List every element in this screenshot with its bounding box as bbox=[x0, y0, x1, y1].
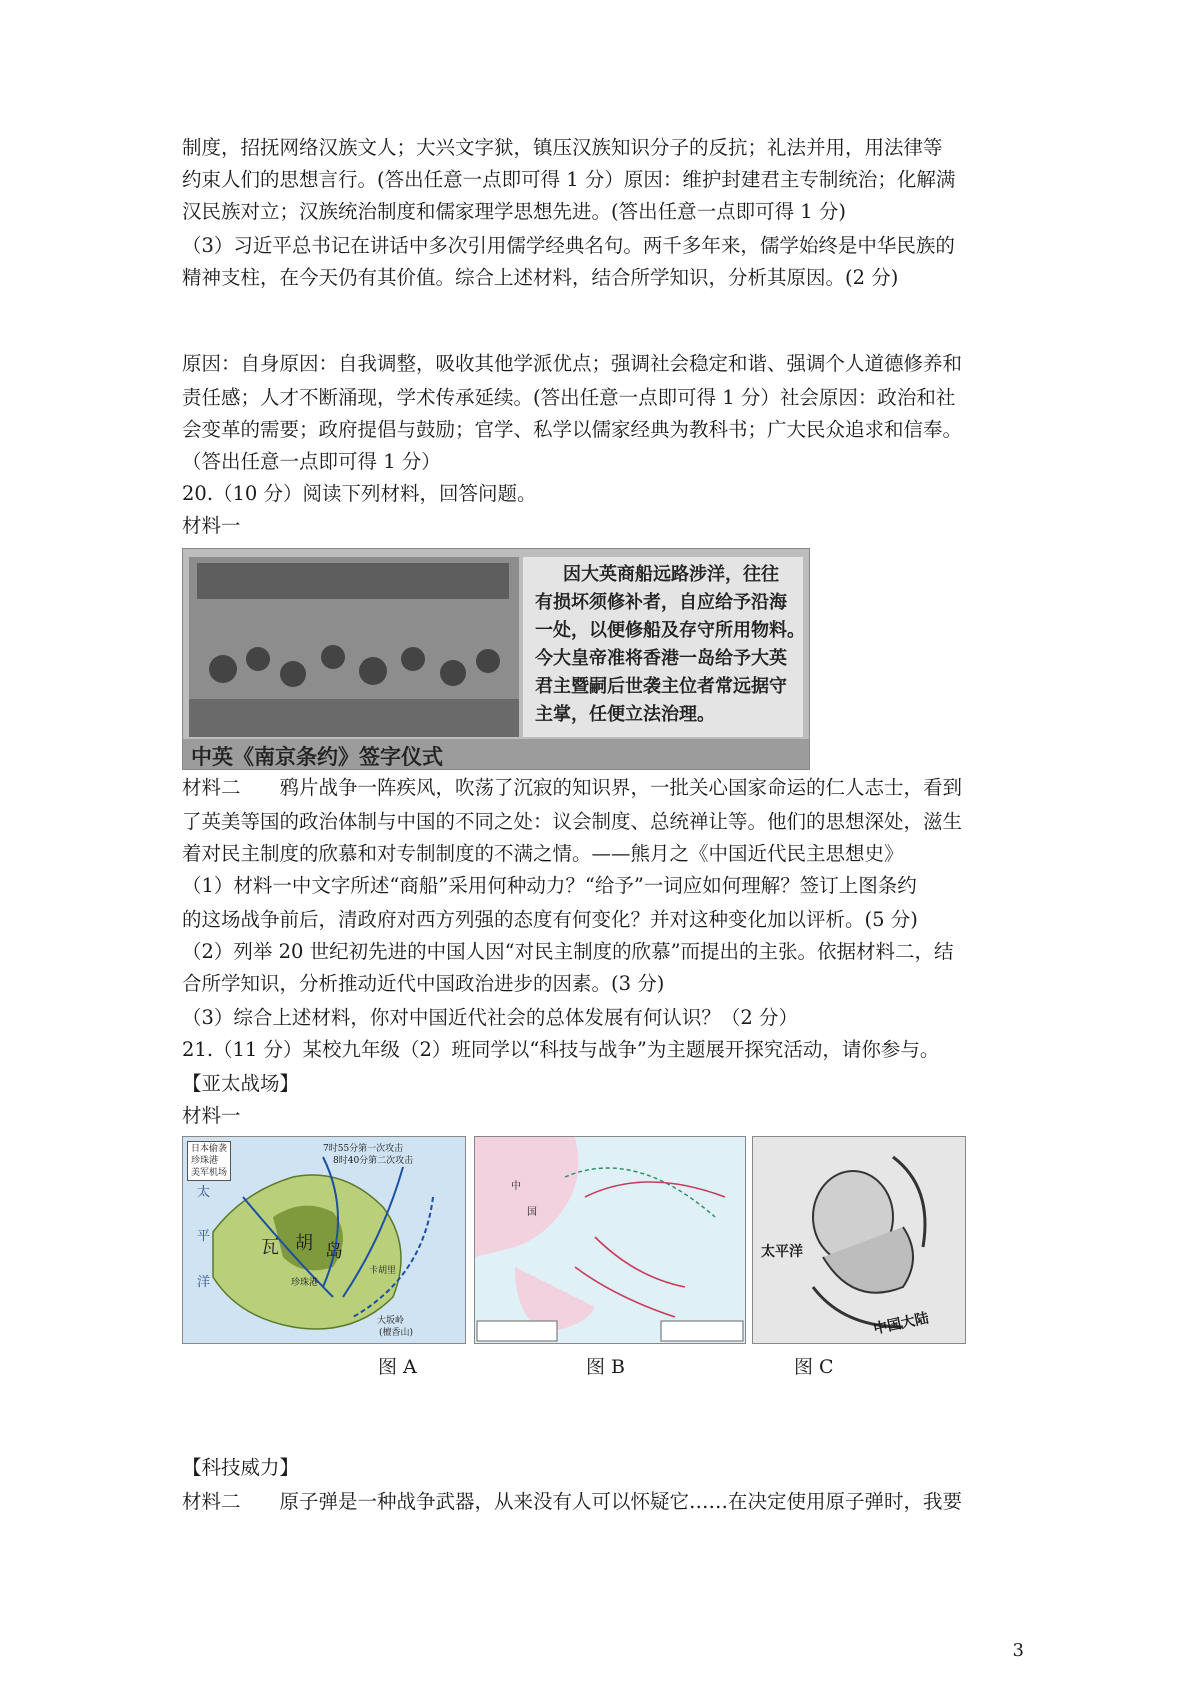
map-a-label: 平 bbox=[197, 1229, 211, 1244]
cartoon-image bbox=[752, 1136, 966, 1344]
text-line: 的这场战争前后，清政府对西方列强的态度有何变化？并对这种变化加以评析。(5 分) bbox=[182, 908, 918, 931]
text-line: （1）材料一中文字所述“商船”采用何种动力？“给予”一词应如何理解？签订上图条约 bbox=[182, 874, 917, 897]
legend-item: 日本偷袭 bbox=[191, 1144, 228, 1154]
text-line: 制度，招抚网络汉族文人；大兴文字狱，镇压汉族知识分子的反抗；礼法并用，用法律等 bbox=[182, 136, 943, 159]
text-line: 责任感；人才不断涌现，学术传承延续。(答出任意一点即可得 1 分）社会原因：政治和社 bbox=[182, 386, 956, 409]
text-line: （2）列举 20 世纪初先进的中国人因“对民主制度的欣慕”而提出的主张。依据材料二，结 bbox=[182, 940, 954, 963]
treaty-text-line: 主掌，任便立法治理。 bbox=[535, 704, 715, 725]
question-21: 21.（11 分）某校九年级（2）班同学以“科技与战争”为主题展开探究活动，请你参与。 bbox=[182, 1038, 940, 1061]
text-line: 材料二 鸦片战争一阵疾风，吹荡了沉寂的知识界，一批关心国家命运的仁人志士，看到 bbox=[182, 776, 963, 799]
material-label: 材料一 bbox=[182, 514, 241, 537]
map-a-label: 卡胡里 bbox=[369, 1266, 397, 1276]
treaty-text-line: 今大皇帝准将香港一岛给予大英 bbox=[535, 648, 787, 669]
treaty-text-line: 有损坏须修补者，自应给予沿海 bbox=[535, 592, 787, 613]
question-20: 20.（10 分）阅读下列材料，回答问题。 bbox=[182, 482, 537, 505]
map-a-label: (檀香山) bbox=[379, 1328, 414, 1338]
legend-item: 珍珠港 bbox=[191, 1156, 219, 1166]
pearl-harbor-map bbox=[182, 1136, 466, 1344]
map-a-label: 珍珠港 bbox=[291, 1278, 319, 1288]
text-line: 合所学知识，分析推动近代中国政治进步的因素。(3 分) bbox=[182, 972, 665, 995]
treaty-text bbox=[535, 561, 805, 729]
map-a-label: 洋 bbox=[197, 1275, 211, 1290]
map-a-label: 瓦 bbox=[261, 1237, 279, 1258]
text-line: （3）综合上述材料，你对中国近代社会的总体发展有何认识？（2 分） bbox=[182, 1006, 799, 1029]
map-a-label: 8时40分第二次攻击 bbox=[333, 1156, 414, 1166]
map-a-label: 岛 bbox=[325, 1241, 343, 1262]
treaty-caption: 中英《南京条约》签字仪式 bbox=[191, 744, 443, 769]
text-line: （答出任意一点即可得 1 分） bbox=[182, 450, 441, 473]
text-line: 材料二 原子弹是一种战争武器，从来没有人可以怀疑它……在决定使用原子弹时，我要 bbox=[182, 1490, 963, 1513]
map-a-label: 太 bbox=[197, 1185, 211, 1200]
text-line: 汉民族对立；汉族统治制度和儒家理学思想先进。(答出任意一点即可得 1 分) bbox=[182, 200, 847, 223]
figure-caption-b: 图 B bbox=[586, 1356, 626, 1378]
figure-caption-a: 图 A bbox=[378, 1356, 417, 1378]
text-line: 着对民主制度的欣慕和对专制制度的不满之情。——熊月之《中国近代民主思想史》 bbox=[182, 842, 904, 865]
figure-caption-c: 图 C bbox=[794, 1356, 834, 1378]
pacific-war-map bbox=[474, 1136, 746, 1344]
treaty-text-line: 君主暨嗣后世袭主位者常远据守 bbox=[535, 676, 787, 697]
map-a-label: 大坂岭 bbox=[377, 1316, 405, 1326]
map-a-label: 胡 bbox=[295, 1233, 313, 1254]
text-line: （3）习近平总书记在讲话中多次引用儒学经典名句。两千多年来，儒学始终是中华民族的 bbox=[182, 234, 955, 257]
treaty-signing-image bbox=[182, 548, 810, 770]
treaty-text-line: 因大英商船远路涉洋，往往 bbox=[563, 564, 779, 585]
text-line: 了英美等国的政治体制与中国的不同之处：议会制度、总统禅让等。他们的思想深处，滋生 bbox=[182, 810, 963, 833]
page-number: 3 bbox=[1012, 1640, 1024, 1661]
section-heading: 【亚太战场】 bbox=[182, 1072, 300, 1095]
cartoon-label: 中国大陆 bbox=[872, 1310, 931, 1338]
text-line: 精神支柱，在今天仍有其价值。综合上述材料，结合所学知识，分析其原因。(2 分) bbox=[182, 266, 899, 289]
text-line: 原因：自身原因：自我调整，吸收其他学派优点；强调社会稳定和谐、强调个人道德修养和 bbox=[182, 352, 963, 375]
treaty-text-line: 一处，以便修船及存守所用物料。 bbox=[535, 620, 805, 641]
text-line: 会变革的需要；政府提倡与鼓励；官学、私学以儒家经典为教科书；广大民众追求和信奉。 bbox=[182, 418, 963, 441]
cartoon-label: 太平洋 bbox=[761, 1244, 803, 1260]
material-label: 材料一 bbox=[182, 1104, 241, 1127]
map-a-label: 7时55分第一次攻击 bbox=[323, 1144, 404, 1154]
map-a-legend bbox=[187, 1141, 231, 1181]
text-line: 约束人们的思想言行。(答出任意一点即可得 1 分）原因：维护封建君主专制统治；化解满 bbox=[182, 168, 956, 191]
map-b-label: 中 bbox=[511, 1181, 521, 1192]
section-heading: 【科技威力】 bbox=[182, 1456, 300, 1479]
legend-item: 美军机场 bbox=[191, 1168, 228, 1178]
map-b-label: 国 bbox=[527, 1207, 537, 1218]
